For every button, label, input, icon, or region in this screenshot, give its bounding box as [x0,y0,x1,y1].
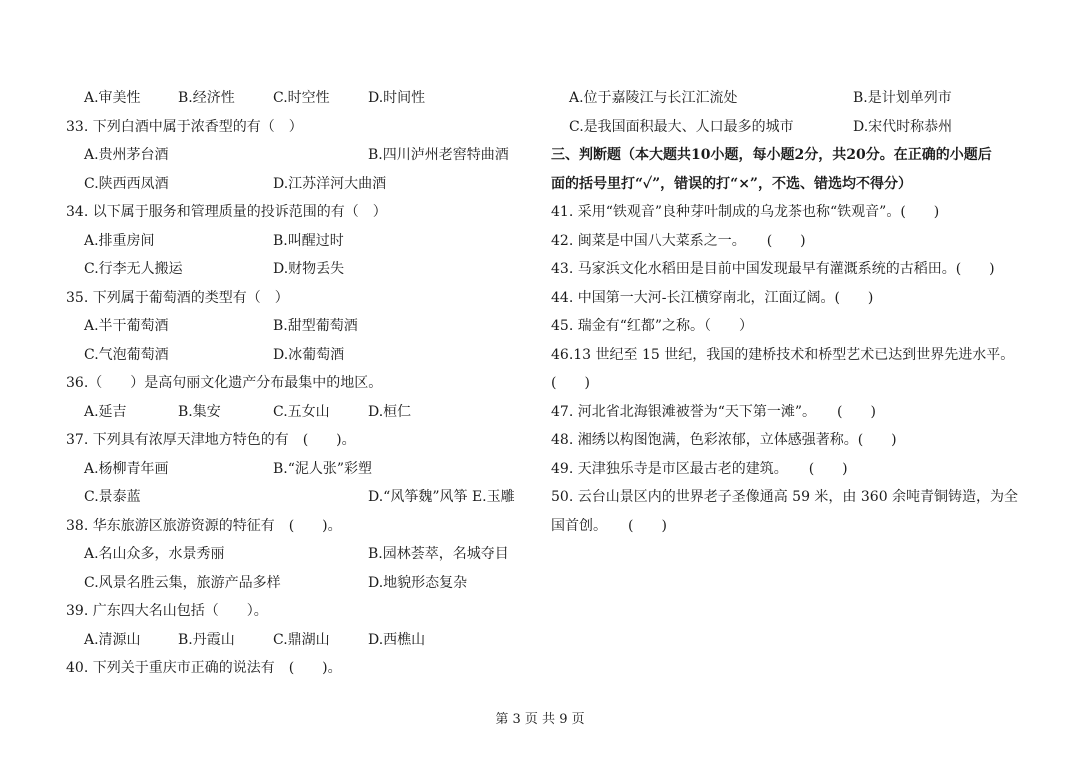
answer-option: A.杨柳青年画 [84,460,169,477]
answer-option: D.“风筝魏”风筝 E.玉雕 [368,489,515,505]
option-row [66,540,536,569]
option-row [66,227,536,256]
answer-option: B.四川泸州老窖特曲酒 [368,147,509,163]
answer-option: A.位于嘉陵江与长江汇流处 [569,90,738,106]
answer-option: A.延吉 [84,403,127,420]
question-text: 45. 瑞金有“红都”之称。（ ） [551,318,754,334]
answer-option: C.鼎湖山 [273,631,330,648]
option-row [66,483,536,512]
question-text: 37. 下列具有浓厚天津地方特色的有 ( )。 [66,432,356,448]
answer-option: B.园林荟萃，名城夺目 [368,546,509,562]
answer-option: B.丹霞山 [178,631,235,648]
option-row [66,341,536,370]
page-footer: 第 3 页 共 9 页 [495,712,585,727]
option-row [66,312,536,341]
answer-option: A.清源山 [84,631,141,648]
question-text: 国首创。 ( ) [551,517,667,534]
option-row [66,455,536,484]
section-heading: 面的括号里打“✓”，错误的打“×”，不选、错选均不得分） [551,175,912,192]
option-row [66,84,536,113]
question-text: 34. 以下属于服务和管理质量的投诉范围的有（ ） [66,204,387,220]
option-row [66,398,536,427]
left-column [66,84,536,683]
question-text: 41. 采用“铁观音”良种芽叶制成的乌龙茶也称“铁观音”。( ) [551,204,940,220]
answer-option: D.宋代时称恭州 [853,118,953,135]
question-text: 43. 马家浜文化水稻田是目前中国发现最早有灌溉系统的古稻田。( ) [551,261,995,277]
answer-option: D.冰葡萄酒 [273,346,345,363]
right-column [551,84,1021,540]
option-row [551,113,1021,142]
answer-option: B.是计划单列市 [853,90,952,106]
answer-option: B.“泥人张”彩塑 [273,460,373,477]
question-text: 38. 华东旅游区旅游资源的特征有 ( )。 [66,517,342,534]
question-text: 40. 下列关于重庆市正确的说法有 ( )。 [66,660,342,676]
answer-option: C.气泡葡萄酒 [84,346,169,363]
option-row [66,569,536,598]
answer-option: C.风景名胜云集，旅游产品多样 [84,574,281,591]
answer-option: A.半干葡萄酒 [84,318,169,334]
option-row [551,84,1021,113]
answer-option: B.甜型葡萄酒 [273,318,358,334]
answer-option: B.叫醒过时 [273,232,344,249]
answer-option: D.桓仁 [368,403,412,420]
answer-option: C.是我国面积最大、人口最多的城市 [569,118,794,135]
option-row [66,255,536,284]
answer-option: A.排重房间 [84,232,155,249]
answer-option: D.财物丢失 [273,261,345,277]
question-text: 46.13 世纪至 15 世纪，我国的建桥技术和桥型艺术已达到世界先进水平。 [551,346,1015,363]
answer-option: D.江苏洋河大曲酒 [273,175,387,192]
question-text: ( ) [551,375,590,391]
option-row [66,141,536,170]
answer-option: C.五女山 [273,403,330,420]
answer-option: A.贵州茅台酒 [84,147,169,163]
option-row [66,170,536,199]
question-text: 50. 云台山景区内的世界老子圣像通高 59 米，由 360 余吨青铜铸造，为全 [551,489,1019,505]
answer-option: C.陕西西凤酒 [84,175,169,192]
answer-option: C.行李无人搬运 [84,261,183,277]
answer-option: D.西樵山 [368,631,426,648]
question-text: 47. 河北省北海银滩被誉为“天下第一滩”。 ( ) [551,403,876,420]
question-text: 35. 下列属于葡萄酒的类型有（ ） [66,289,289,306]
answer-option: D.地貌形态复杂 [368,574,468,591]
question-text: 42. 闽菜是中国八大菜系之一。 ( ) [551,232,806,249]
answer-option: A.名山众多，水景秀丽 [84,546,225,562]
section-heading: 三、判断题（本大题共10小题，每小题2分，共20分。在正确的小题后 [551,147,992,163]
question-text: 44. 中国第一大河-长江横穿南北，江面辽阔。( ) [551,289,874,306]
question-text: 49. 天津独乐寺是市区最古老的建筑。 ( ) [551,460,848,477]
option-row [66,626,536,655]
answer-option: B.集安 [178,403,221,420]
question-text: 36.（ ）是高句丽文化遗产分布最集中的地区。 [66,375,383,391]
question-text: 48. 湘绣以构图饱满，色彩浓郁，立体感强著称。( ) [551,432,897,448]
answer-option: C.时空性 [273,90,330,106]
question-text: 39. 广东四大名山包括（ ）。 [66,603,268,619]
answer-option: B.经济性 [178,90,235,106]
answer-option: D.时间性 [368,90,426,106]
answer-option: A.审美性 [84,90,141,106]
question-text: 33. 下列白酒中属于浓香型的有（ ） [66,118,303,135]
answer-option: C.景泰蓝 [84,489,141,505]
